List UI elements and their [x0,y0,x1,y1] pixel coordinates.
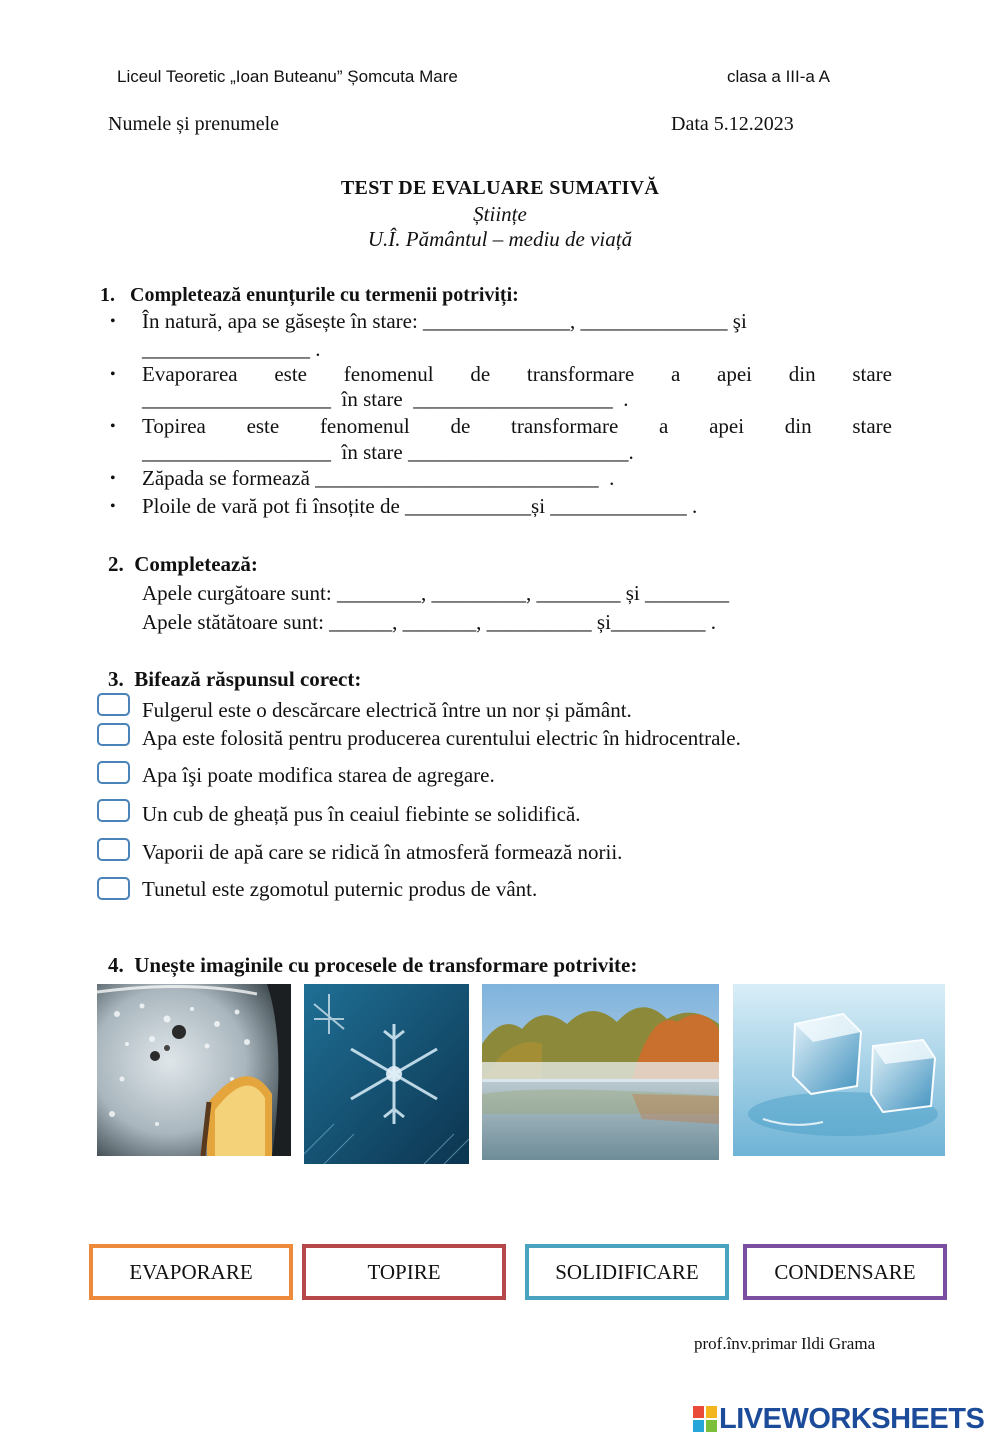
word: a [670,362,681,386]
answer-checkbox[interactable] [97,723,130,746]
condensation-glass-image[interactable] [97,984,291,1156]
exercise-3-heading: 3. Bifează răspunsul corect: [108,667,362,691]
author-credit: prof.înv.primar Ildi Grama [694,1334,876,1353]
student-name-label: Numele și prenumele [108,113,280,135]
bullet: • [110,313,116,330]
test-title: TEST DE EVALUARE SUMATIVĂ [340,177,660,199]
ex1-statement-5[interactable]: Ploile de vară pot fi însoțite de ____________și _____________ . [142,494,698,518]
word: fenomenul [319,414,410,438]
answer-checkbox[interactable] [97,761,130,784]
liveworksheets-icon [693,1406,717,1432]
class-label: clasa a III-a A [727,67,830,86]
school-name: Liceul Teoretic „Ioan Buteanu” Șomcuta Mare [117,67,458,86]
bullet: • [110,366,116,383]
word: stare [852,362,892,386]
word: este [274,362,308,386]
test-unit: U.Î. Pământul – mediu de viață [367,227,633,251]
ex1-statement-3 [142,414,892,439]
word: Evaporarea [142,362,238,386]
test-date: Data 5.12.2023 [671,113,794,135]
word: transformare [511,414,619,438]
word: a [659,414,669,438]
bullet: • [110,418,116,435]
running-waters-line[interactable]: Apele curgătoare sunt: ________, _________, ________ și ________ [142,581,729,605]
word: din [784,414,812,438]
answer-checkbox[interactable] [97,877,130,900]
exercise-1-heading: 1. Completează enunțurile cu termenii potriviți: [100,284,519,306]
answer-box-evaporare[interactable]: EVAPORARE [89,1244,293,1300]
ex1-statement-2 [142,362,892,387]
ex1-statement-4[interactable]: Zăpada se formează ___________________________ . [142,466,615,490]
answer-checkbox[interactable] [97,838,130,861]
misty-lake-image[interactable] [482,984,719,1160]
bullet: • [110,498,116,515]
snowflake-image[interactable] [304,984,469,1164]
bullet: • [110,470,116,487]
word: Topirea [142,414,206,438]
word: stare [852,414,892,438]
answer-checkbox[interactable] [97,693,130,716]
answer-box-topire[interactable]: TOPIRE [302,1244,506,1300]
statement-text: Vaporii de apă care se ridică în atmosferă formează norii. [142,840,623,864]
exercise-4-heading: 4. Unește imaginile cu procesele de transformare potrivite: [108,953,638,977]
test-subject: Științe [473,202,527,226]
ex1-statement-1: În natură, apa se găsește în stare: ______________, ______________ şi [142,309,747,333]
brand-name: LIVEWORKSHEETS [719,1402,985,1435]
statement-text: Apa îşi poate modifica starea de agregare. [142,763,495,787]
ex1-statement-3-blanks[interactable]: __________________ în stare _____________________. [142,440,634,464]
answer-box-condensare[interactable]: CONDENSARE [743,1244,947,1300]
lake-illustration [482,984,719,1160]
word: apei [709,414,745,438]
snowflake-illustration [304,984,469,1164]
word: fenomenul [343,362,434,386]
word: de [450,414,471,438]
statement-text: Apa este folosită pentru producerea curentului electric în hidrocentrale. [142,726,741,750]
ice-cubes-image[interactable] [733,984,945,1156]
word: este [246,414,280,438]
word: din [788,362,816,386]
statement-text: Fulgerul este o descărcare electrică între un nor și pământ. [142,698,632,722]
liveworksheets-logo[interactable] [693,1404,984,1434]
answer-box-solidificare[interactable]: SOLIDIFICARE [525,1244,729,1300]
exercise-2-heading: 2. Completează: [108,552,258,576]
word: transformare [526,362,635,386]
ex1-statement-2-blanks[interactable]: __________________ în stare ___________________ . [142,387,629,411]
answer-checkbox[interactable] [97,799,130,822]
ice-illustration [733,984,945,1156]
word: apei [717,362,752,386]
statement-text: Un cub de gheață pus în ceaiul fiebinte se solidifică. [142,802,581,826]
ex1-statement-1-blank[interactable]: ________________ . [142,337,321,361]
standing-waters-line[interactable]: Apele stătătoare sunt: ______, _______, __________ și_________ . [142,610,716,634]
glass-illustration [97,984,291,1156]
word: de [470,362,491,386]
statement-text: Tunetul este zgomotul puternic produs de vânt. [142,877,538,901]
